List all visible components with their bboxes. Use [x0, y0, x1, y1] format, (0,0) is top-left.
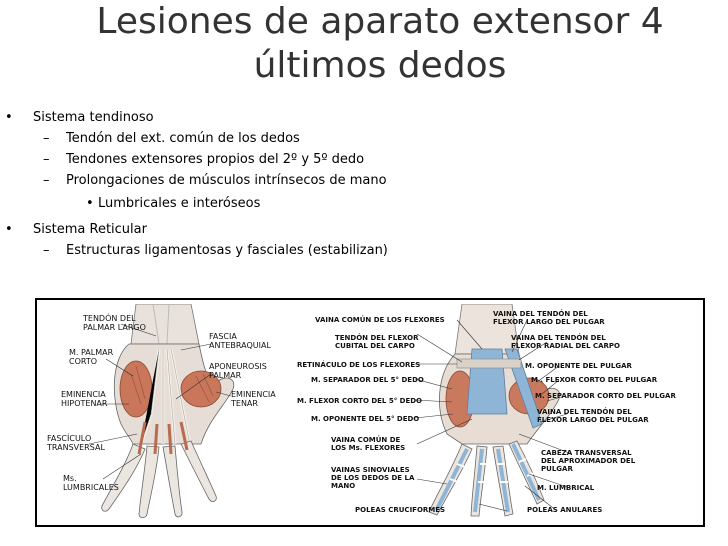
label-poleas-cruciformes: POLEAS CRUCIFORMES — [355, 506, 446, 514]
label-vaina-comun-flexores: VAINA COMÚN DE LOS FLEXORES — [315, 316, 445, 324]
label-vaina-flexor-largo-pulgar: VAINA DEL TENDÓN DEL FLEXOR LARGO DEL PULGAR — [493, 310, 605, 326]
label-aponeurosis-palmar: APONEUROSIS PALMAR — [209, 362, 267, 380]
label-vaina-flexor-largo-pulgar-2: VAINA DEL TENDÓN DEL FLEXOR LARGO DEL PULGAR — [537, 408, 649, 424]
label-eminencia-tenar: EMINENCIA TENAR — [231, 390, 276, 408]
bullet-text: Sistema tendinoso — [33, 110, 154, 125]
label-m-separador-5-dedo: M. SEPARADOR DEL 5° DEDO — [311, 376, 424, 384]
bullet-marker: – — [43, 173, 50, 188]
bullet-text: Tendón del ext. común de los dedos — [66, 131, 300, 146]
label-m-oponente-5-dedo: M. OPONENTE DEL 5° DEDO — [311, 415, 420, 423]
bullet-marker: • — [5, 110, 13, 125]
slide-title-line-2: últimos dedos — [253, 45, 507, 86]
bullet-text: Tendones extensores propios del 2º y 5º dedo — [66, 152, 365, 167]
bullet-text: Lumbricales e interóseos — [98, 196, 261, 211]
label-tendon-flexor-cubital: TENDÓN DEL FLEXOR CUBITAL DEL CARPO — [335, 334, 419, 350]
label-tendon-palmar-largo: TENDÓN DEL PALMAR LARGO — [83, 314, 146, 332]
label-vaina-flexor-radial-carpo: VAINA DEL TENDÓN DEL FLEXOR RADIAL DEL CARPO — [511, 334, 621, 350]
bullet-marker: – — [43, 152, 50, 167]
slide-title-line-1: Lesiones de aparato extensor 4 — [96, 1, 664, 42]
label-m-flexor-corto-pulgar: M . FLEXOR CORTO DEL PULGAR — [531, 376, 658, 384]
label-m-flexor-corto-5-dedo: M. FLEXOR CORTO DEL 5° DEDO — [297, 397, 422, 405]
label-eminencia-hipotenar: EMINENCIA HIPOTENAR — [61, 390, 108, 408]
bullet-marker: – — [43, 243, 50, 258]
bullet-marker: • — [86, 196, 94, 211]
bullet-marker: • — [5, 222, 13, 237]
label-lumbricales: Ms. LUMBRICALES — [63, 474, 119, 492]
label-m-separador-corto-pulgar: M. SEPARADOR CORTO DEL PULGAR — [535, 392, 676, 400]
hand-anatomy-figure — [35, 298, 705, 527]
bullet-text: Sistema Reticular — [33, 222, 147, 237]
label-retinaculo-flexores: RETINÁCULO DE LOS FLEXORES — [297, 361, 421, 369]
palmar-hand-panel — [41, 304, 289, 521]
label-fasciculo-transversal: FASCÍCULO TRANSVERSAL — [47, 434, 105, 452]
flexor-sheaths-panel — [297, 304, 699, 521]
label-m-oponente-pulgar: M. OPONENTE DEL PULGAR — [525, 362, 632, 370]
label-m-lumbrical: M. LUMBRICAL — [537, 484, 595, 492]
bullet-marker: – — [43, 131, 50, 146]
label-fascia-antebraquial: FASCIA ANTEBRAQUIAL — [209, 332, 271, 350]
label-poleas-anulares: POLEAS ANULARES — [527, 506, 603, 514]
bullet-text: Estructuras ligamentosas y fasciales (estabilizan) — [66, 243, 388, 258]
label-cabeza-transversal: CABEZA TRANSVERSAL DEL APROXIMADOR DEL PULGAR — [541, 449, 636, 473]
label-vainas-sinoviales: VAINAS SINOVIALES DE LOS DEDOS DE LA MANO — [331, 466, 415, 490]
label-vaina-comun-ms-flexores: VAINA COMÚN DE LOS Ms. FLEXORES — [331, 436, 406, 452]
label-m-palmar-corto: M. PALMAR CORTO — [69, 348, 114, 366]
bullet-text: Prolongaciones de músculos intrínsecos de mano — [66, 173, 387, 188]
slide-title — [40, 0, 720, 88]
